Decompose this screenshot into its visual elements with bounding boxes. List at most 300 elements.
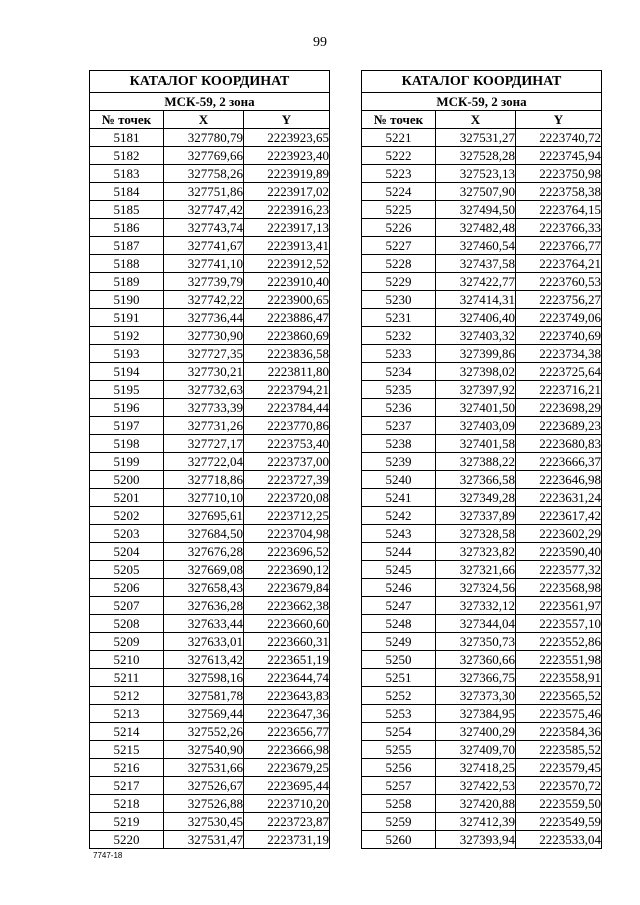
point-number-cell: 5240 bbox=[362, 471, 436, 489]
x-coordinate-cell: 327494,50 bbox=[436, 201, 516, 219]
point-number-cell: 5243 bbox=[362, 525, 436, 543]
x-coordinate-cell: 327406,40 bbox=[436, 309, 516, 327]
y-coordinate-cell: 2223753,40 bbox=[244, 435, 330, 453]
y-coordinate-cell: 2223886,47 bbox=[244, 309, 330, 327]
point-number-cell: 5256 bbox=[362, 759, 436, 777]
table-row bbox=[362, 507, 602, 525]
table-row bbox=[90, 723, 330, 741]
point-number-cell: 5259 bbox=[362, 813, 436, 831]
table-row bbox=[362, 741, 602, 759]
point-number-cell: 5231 bbox=[362, 309, 436, 327]
x-coordinate-cell: 327398,02 bbox=[436, 363, 516, 381]
table-row bbox=[90, 651, 330, 669]
table-row bbox=[90, 435, 330, 453]
x-coordinate-cell: 327733,39 bbox=[164, 399, 244, 417]
point-number-cell: 5181 bbox=[90, 129, 164, 147]
point-number-cell: 5199 bbox=[90, 453, 164, 471]
y-coordinate-cell: 2223917,02 bbox=[244, 183, 330, 201]
x-coordinate-cell: 327328,58 bbox=[436, 525, 516, 543]
point-number-cell: 5248 bbox=[362, 615, 436, 633]
table-row bbox=[90, 291, 330, 309]
x-coordinate-cell: 327366,75 bbox=[436, 669, 516, 687]
y-coordinate-cell: 2223585,52 bbox=[516, 741, 602, 759]
point-number-cell: 5184 bbox=[90, 183, 164, 201]
table-row bbox=[90, 165, 330, 183]
point-number-cell: 5235 bbox=[362, 381, 436, 399]
x-coordinate-cell: 327401,50 bbox=[436, 399, 516, 417]
x-coordinate-cell: 327388,22 bbox=[436, 453, 516, 471]
point-number-cell: 5191 bbox=[90, 309, 164, 327]
point-number-cell: 5255 bbox=[362, 741, 436, 759]
table-body bbox=[90, 129, 330, 849]
table-row bbox=[90, 201, 330, 219]
x-coordinate-cell: 327403,09 bbox=[436, 417, 516, 435]
point-number-cell: 5249 bbox=[362, 633, 436, 651]
point-number-cell: 5252 bbox=[362, 687, 436, 705]
point-number-cell: 5233 bbox=[362, 345, 436, 363]
point-number-cell: 5251 bbox=[362, 669, 436, 687]
point-number-cell: 5209 bbox=[90, 633, 164, 651]
table-row bbox=[362, 273, 602, 291]
x-coordinate-cell: 327739,79 bbox=[164, 273, 244, 291]
table-row bbox=[90, 687, 330, 705]
y-coordinate-cell: 2223568,98 bbox=[516, 579, 602, 597]
y-coordinate-cell: 2223727,39 bbox=[244, 471, 330, 489]
y-coordinate-cell: 2223666,37 bbox=[516, 453, 602, 471]
y-coordinate-cell: 2223749,06 bbox=[516, 309, 602, 327]
y-coordinate-cell: 2223656,77 bbox=[244, 723, 330, 741]
x-coordinate-cell: 327397,92 bbox=[436, 381, 516, 399]
y-coordinate-cell: 2223900,65 bbox=[244, 291, 330, 309]
y-coordinate-cell: 2223750,98 bbox=[516, 165, 602, 183]
y-coordinate-cell: 2223764,21 bbox=[516, 255, 602, 273]
point-number-cell: 5242 bbox=[362, 507, 436, 525]
y-coordinate-cell: 2223764,15 bbox=[516, 201, 602, 219]
table-row bbox=[362, 687, 602, 705]
table-row bbox=[90, 183, 330, 201]
point-number-cell: 5230 bbox=[362, 291, 436, 309]
table-row bbox=[362, 435, 602, 453]
x-coordinate-cell: 327531,66 bbox=[164, 759, 244, 777]
point-number-cell: 5215 bbox=[90, 741, 164, 759]
x-coordinate-cell: 327669,08 bbox=[164, 561, 244, 579]
point-number-cell: 5250 bbox=[362, 651, 436, 669]
point-number-cell: 5229 bbox=[362, 273, 436, 291]
coordinates-table-left bbox=[89, 70, 330, 849]
y-coordinate-cell: 2223740,69 bbox=[516, 327, 602, 345]
y-coordinate-cell: 2223734,38 bbox=[516, 345, 602, 363]
point-number-cell: 5225 bbox=[362, 201, 436, 219]
point-number-cell: 5232 bbox=[362, 327, 436, 345]
x-coordinate-cell: 327530,45 bbox=[164, 813, 244, 831]
point-number-cell: 5214 bbox=[90, 723, 164, 741]
x-coordinate-cell: 327366,58 bbox=[436, 471, 516, 489]
point-number-cell: 5202 bbox=[90, 507, 164, 525]
x-coordinate-cell: 327636,28 bbox=[164, 597, 244, 615]
table-row bbox=[90, 669, 330, 687]
table-row bbox=[362, 453, 602, 471]
y-coordinate-cell: 2223584,36 bbox=[516, 723, 602, 741]
point-number-cell: 5224 bbox=[362, 183, 436, 201]
y-coordinate-cell: 2223575,46 bbox=[516, 705, 602, 723]
point-number-cell: 5217 bbox=[90, 777, 164, 795]
point-number-cell: 5237 bbox=[362, 417, 436, 435]
y-coordinate-cell: 2223651,19 bbox=[244, 651, 330, 669]
x-coordinate-cell: 327400,29 bbox=[436, 723, 516, 741]
x-coordinate-cell: 327332,12 bbox=[436, 597, 516, 615]
x-coordinate-cell: 327324,56 bbox=[436, 579, 516, 597]
point-number-cell: 5187 bbox=[90, 237, 164, 255]
x-coordinate-cell: 327528,28 bbox=[436, 147, 516, 165]
point-number-cell: 5190 bbox=[90, 291, 164, 309]
x-coordinate-cell: 327526,67 bbox=[164, 777, 244, 795]
table-row bbox=[362, 309, 602, 327]
point-number-cell: 5244 bbox=[362, 543, 436, 561]
page-number: 99 bbox=[313, 35, 327, 50]
table-title: КАТАЛОГ КООРДИНАТ bbox=[90, 71, 330, 93]
y-coordinate-cell: 2223660,31 bbox=[244, 633, 330, 651]
y-coordinate-cell: 2223916,23 bbox=[244, 201, 330, 219]
y-coordinate-cell: 2223577,32 bbox=[516, 561, 602, 579]
point-number-cell: 5182 bbox=[90, 147, 164, 165]
y-coordinate-cell: 2223731,19 bbox=[244, 831, 330, 849]
x-coordinate-cell: 327531,27 bbox=[436, 129, 516, 147]
point-number-cell: 5195 bbox=[90, 381, 164, 399]
table-row bbox=[90, 507, 330, 525]
y-coordinate-cell: 2223680,83 bbox=[516, 435, 602, 453]
table-row bbox=[90, 363, 330, 381]
x-coordinate-cell: 327403,32 bbox=[436, 327, 516, 345]
x-coordinate-cell: 327741,10 bbox=[164, 255, 244, 273]
table-row bbox=[362, 219, 602, 237]
point-number-cell: 5216 bbox=[90, 759, 164, 777]
point-number-cell: 5241 bbox=[362, 489, 436, 507]
y-coordinate-cell: 2223570,72 bbox=[516, 777, 602, 795]
x-coordinate-cell: 327741,67 bbox=[164, 237, 244, 255]
table-row bbox=[362, 165, 602, 183]
document-code: 7747-18 bbox=[93, 851, 123, 860]
column-header-point-number: № точек bbox=[90, 111, 164, 129]
x-coordinate-cell: 327437,58 bbox=[436, 255, 516, 273]
table-title: КАТАЛОГ КООРДИНАТ bbox=[362, 71, 602, 93]
y-coordinate-cell: 2223756,27 bbox=[516, 291, 602, 309]
point-number-cell: 5219 bbox=[90, 813, 164, 831]
table-row bbox=[362, 417, 602, 435]
table-row bbox=[362, 471, 602, 489]
x-coordinate-cell: 327751,86 bbox=[164, 183, 244, 201]
y-coordinate-cell: 2223617,42 bbox=[516, 507, 602, 525]
point-number-cell: 5222 bbox=[362, 147, 436, 165]
y-coordinate-cell: 2223696,52 bbox=[244, 543, 330, 561]
x-coordinate-cell: 327323,82 bbox=[436, 543, 516, 561]
table-row bbox=[90, 381, 330, 399]
point-number-cell: 5247 bbox=[362, 597, 436, 615]
table-row bbox=[90, 525, 330, 543]
point-number-cell: 5205 bbox=[90, 561, 164, 579]
y-coordinate-cell: 2223710,20 bbox=[244, 795, 330, 813]
point-number-cell: 5197 bbox=[90, 417, 164, 435]
y-coordinate-cell: 2223643,83 bbox=[244, 687, 330, 705]
point-number-cell: 5221 bbox=[362, 129, 436, 147]
x-coordinate-cell: 327613,42 bbox=[164, 651, 244, 669]
point-number-cell: 5194 bbox=[90, 363, 164, 381]
table-row bbox=[362, 561, 602, 579]
x-coordinate-cell: 327718,86 bbox=[164, 471, 244, 489]
table-row bbox=[362, 705, 602, 723]
table-row bbox=[362, 777, 602, 795]
table-row bbox=[90, 237, 330, 255]
y-coordinate-cell: 2223913,41 bbox=[244, 237, 330, 255]
x-coordinate-cell: 327349,28 bbox=[436, 489, 516, 507]
x-coordinate-cell: 327409,70 bbox=[436, 741, 516, 759]
y-coordinate-cell: 2223602,29 bbox=[516, 525, 602, 543]
table-row bbox=[362, 795, 602, 813]
table-row bbox=[90, 795, 330, 813]
point-number-cell: 5196 bbox=[90, 399, 164, 417]
y-coordinate-cell: 2223565,52 bbox=[516, 687, 602, 705]
x-coordinate-cell: 327384,95 bbox=[436, 705, 516, 723]
x-coordinate-cell: 327393,94 bbox=[436, 831, 516, 849]
y-coordinate-cell: 2223910,40 bbox=[244, 273, 330, 291]
point-number-cell: 5192 bbox=[90, 327, 164, 345]
x-coordinate-cell: 327360,66 bbox=[436, 651, 516, 669]
table-row bbox=[362, 237, 602, 255]
table-row bbox=[90, 633, 330, 651]
y-coordinate-cell: 2223725,64 bbox=[516, 363, 602, 381]
y-coordinate-cell: 2223766,77 bbox=[516, 237, 602, 255]
y-coordinate-cell: 2223557,10 bbox=[516, 615, 602, 633]
table-subtitle: МСК-59, 2 зона bbox=[362, 93, 602, 111]
column-header-point-number: № точек bbox=[362, 111, 436, 129]
table-subtitle: МСК-59, 2 зона bbox=[90, 93, 330, 111]
point-number-cell: 5253 bbox=[362, 705, 436, 723]
y-coordinate-cell: 2223679,25 bbox=[244, 759, 330, 777]
x-coordinate-cell: 327507,90 bbox=[436, 183, 516, 201]
x-coordinate-cell: 327747,42 bbox=[164, 201, 244, 219]
x-coordinate-cell: 327350,73 bbox=[436, 633, 516, 651]
point-number-cell: 5203 bbox=[90, 525, 164, 543]
point-number-cell: 5193 bbox=[90, 345, 164, 363]
x-coordinate-cell: 327633,44 bbox=[164, 615, 244, 633]
point-number-cell: 5189 bbox=[90, 273, 164, 291]
x-coordinate-cell: 327420,88 bbox=[436, 795, 516, 813]
y-coordinate-cell: 2223758,38 bbox=[516, 183, 602, 201]
table-row bbox=[362, 813, 602, 831]
point-number-cell: 5239 bbox=[362, 453, 436, 471]
x-coordinate-cell: 327742,22 bbox=[164, 291, 244, 309]
point-number-cell: 5185 bbox=[90, 201, 164, 219]
x-coordinate-cell: 327736,44 bbox=[164, 309, 244, 327]
y-coordinate-cell: 2223558,91 bbox=[516, 669, 602, 687]
y-coordinate-cell: 2223811,80 bbox=[244, 363, 330, 381]
y-coordinate-cell: 2223912,52 bbox=[244, 255, 330, 273]
table-body bbox=[362, 129, 602, 849]
table-row bbox=[362, 147, 602, 165]
y-coordinate-cell: 2223689,23 bbox=[516, 417, 602, 435]
y-coordinate-cell: 2223646,98 bbox=[516, 471, 602, 489]
x-coordinate-cell: 327730,21 bbox=[164, 363, 244, 381]
point-number-cell: 5210 bbox=[90, 651, 164, 669]
table-row bbox=[90, 219, 330, 237]
table-row bbox=[362, 489, 602, 507]
table-row bbox=[362, 615, 602, 633]
point-number-cell: 5183 bbox=[90, 165, 164, 183]
x-coordinate-cell: 327633,01 bbox=[164, 633, 244, 651]
table-row bbox=[362, 291, 602, 309]
point-number-cell: 5238 bbox=[362, 435, 436, 453]
y-coordinate-cell: 2223836,58 bbox=[244, 345, 330, 363]
y-coordinate-cell: 2223760,53 bbox=[516, 273, 602, 291]
y-coordinate-cell: 2223745,94 bbox=[516, 147, 602, 165]
point-number-cell: 5188 bbox=[90, 255, 164, 273]
y-coordinate-cell: 2223551,98 bbox=[516, 651, 602, 669]
x-coordinate-cell: 327581,78 bbox=[164, 687, 244, 705]
table-row bbox=[90, 309, 330, 327]
x-coordinate-cell: 327321,66 bbox=[436, 561, 516, 579]
table-row bbox=[90, 705, 330, 723]
y-coordinate-cell: 2223784,44 bbox=[244, 399, 330, 417]
x-coordinate-cell: 327523,13 bbox=[436, 165, 516, 183]
y-coordinate-cell: 2223679,84 bbox=[244, 579, 330, 597]
y-coordinate-cell: 2223723,87 bbox=[244, 813, 330, 831]
point-number-cell: 5200 bbox=[90, 471, 164, 489]
point-number-cell: 5257 bbox=[362, 777, 436, 795]
table-row bbox=[90, 543, 330, 561]
x-coordinate-cell: 327731,26 bbox=[164, 417, 244, 435]
x-coordinate-cell: 327422,53 bbox=[436, 777, 516, 795]
point-number-cell: 5204 bbox=[90, 543, 164, 561]
x-coordinate-cell: 327460,54 bbox=[436, 237, 516, 255]
table-row bbox=[90, 453, 330, 471]
x-coordinate-cell: 327531,47 bbox=[164, 831, 244, 849]
x-coordinate-cell: 327769,66 bbox=[164, 147, 244, 165]
y-coordinate-cell: 2223716,21 bbox=[516, 381, 602, 399]
point-number-cell: 5208 bbox=[90, 615, 164, 633]
table-row bbox=[90, 345, 330, 363]
y-coordinate-cell: 2223794,21 bbox=[244, 381, 330, 399]
coordinates-table-right bbox=[361, 70, 602, 849]
x-coordinate-cell: 327727,35 bbox=[164, 345, 244, 363]
table-row bbox=[90, 813, 330, 831]
y-coordinate-cell: 2223917,13 bbox=[244, 219, 330, 237]
y-coordinate-cell: 2223737,00 bbox=[244, 453, 330, 471]
table-row bbox=[90, 615, 330, 633]
table-row bbox=[362, 633, 602, 651]
table-row bbox=[90, 255, 330, 273]
x-coordinate-cell: 327676,28 bbox=[164, 543, 244, 561]
x-coordinate-cell: 327569,44 bbox=[164, 705, 244, 723]
x-coordinate-cell: 327344,04 bbox=[436, 615, 516, 633]
table-row bbox=[90, 147, 330, 165]
x-coordinate-cell: 327418,25 bbox=[436, 759, 516, 777]
y-coordinate-cell: 2223590,40 bbox=[516, 543, 602, 561]
table-row bbox=[90, 759, 330, 777]
table-row bbox=[362, 183, 602, 201]
x-coordinate-cell: 327780,79 bbox=[164, 129, 244, 147]
point-number-cell: 5211 bbox=[90, 669, 164, 687]
column-header-x: X bbox=[436, 111, 516, 129]
point-number-cell: 5254 bbox=[362, 723, 436, 741]
y-coordinate-cell: 2223740,72 bbox=[516, 129, 602, 147]
y-coordinate-cell: 2223704,98 bbox=[244, 525, 330, 543]
y-coordinate-cell: 2223644,74 bbox=[244, 669, 330, 687]
x-coordinate-cell: 327727,17 bbox=[164, 435, 244, 453]
point-number-cell: 5234 bbox=[362, 363, 436, 381]
x-coordinate-cell: 327412,39 bbox=[436, 813, 516, 831]
point-number-cell: 5236 bbox=[362, 399, 436, 417]
column-header-x: X bbox=[164, 111, 244, 129]
x-coordinate-cell: 327399,86 bbox=[436, 345, 516, 363]
table-row bbox=[362, 651, 602, 669]
point-number-cell: 5246 bbox=[362, 579, 436, 597]
y-coordinate-cell: 2223690,12 bbox=[244, 561, 330, 579]
table-row bbox=[90, 417, 330, 435]
table-row bbox=[362, 327, 602, 345]
y-coordinate-cell: 2223647,36 bbox=[244, 705, 330, 723]
table-row bbox=[90, 777, 330, 795]
x-coordinate-cell: 327743,74 bbox=[164, 219, 244, 237]
table-row bbox=[362, 129, 602, 147]
point-number-cell: 5260 bbox=[362, 831, 436, 849]
y-coordinate-cell: 2223662,38 bbox=[244, 597, 330, 615]
x-coordinate-cell: 327758,26 bbox=[164, 165, 244, 183]
table-row bbox=[362, 363, 602, 381]
table-row bbox=[362, 525, 602, 543]
point-number-cell: 5227 bbox=[362, 237, 436, 255]
point-number-cell: 5206 bbox=[90, 579, 164, 597]
x-coordinate-cell: 327401,58 bbox=[436, 435, 516, 453]
y-coordinate-cell: 2223860,69 bbox=[244, 327, 330, 345]
point-number-cell: 5218 bbox=[90, 795, 164, 813]
x-coordinate-cell: 327422,77 bbox=[436, 273, 516, 291]
table-row bbox=[90, 597, 330, 615]
x-coordinate-cell: 327598,16 bbox=[164, 669, 244, 687]
table-row bbox=[362, 381, 602, 399]
x-coordinate-cell: 327732,63 bbox=[164, 381, 244, 399]
table-row bbox=[90, 327, 330, 345]
x-coordinate-cell: 327722,04 bbox=[164, 453, 244, 471]
table-row bbox=[362, 669, 602, 687]
y-coordinate-cell: 2223695,44 bbox=[244, 777, 330, 795]
point-number-cell: 5220 bbox=[90, 831, 164, 849]
x-coordinate-cell: 327730,90 bbox=[164, 327, 244, 345]
y-coordinate-cell: 2223698,29 bbox=[516, 399, 602, 417]
table-row bbox=[362, 723, 602, 741]
point-number-cell: 5245 bbox=[362, 561, 436, 579]
y-coordinate-cell: 2223919,89 bbox=[244, 165, 330, 183]
x-coordinate-cell: 327710,10 bbox=[164, 489, 244, 507]
table-row bbox=[90, 561, 330, 579]
table-row bbox=[90, 471, 330, 489]
point-number-cell: 5198 bbox=[90, 435, 164, 453]
table-row bbox=[362, 597, 602, 615]
point-number-cell: 5212 bbox=[90, 687, 164, 705]
y-coordinate-cell: 2223666,98 bbox=[244, 741, 330, 759]
x-coordinate-cell: 327337,89 bbox=[436, 507, 516, 525]
y-coordinate-cell: 2223766,33 bbox=[516, 219, 602, 237]
y-coordinate-cell: 2223631,24 bbox=[516, 489, 602, 507]
y-coordinate-cell: 2223549,59 bbox=[516, 813, 602, 831]
table-row bbox=[90, 579, 330, 597]
point-number-cell: 5201 bbox=[90, 489, 164, 507]
point-number-cell: 5228 bbox=[362, 255, 436, 273]
y-coordinate-cell: 2223660,60 bbox=[244, 615, 330, 633]
table-row bbox=[362, 255, 602, 273]
column-header-y: Y bbox=[244, 111, 330, 129]
x-coordinate-cell: 327526,88 bbox=[164, 795, 244, 813]
x-coordinate-cell: 327684,50 bbox=[164, 525, 244, 543]
x-coordinate-cell: 327482,48 bbox=[436, 219, 516, 237]
